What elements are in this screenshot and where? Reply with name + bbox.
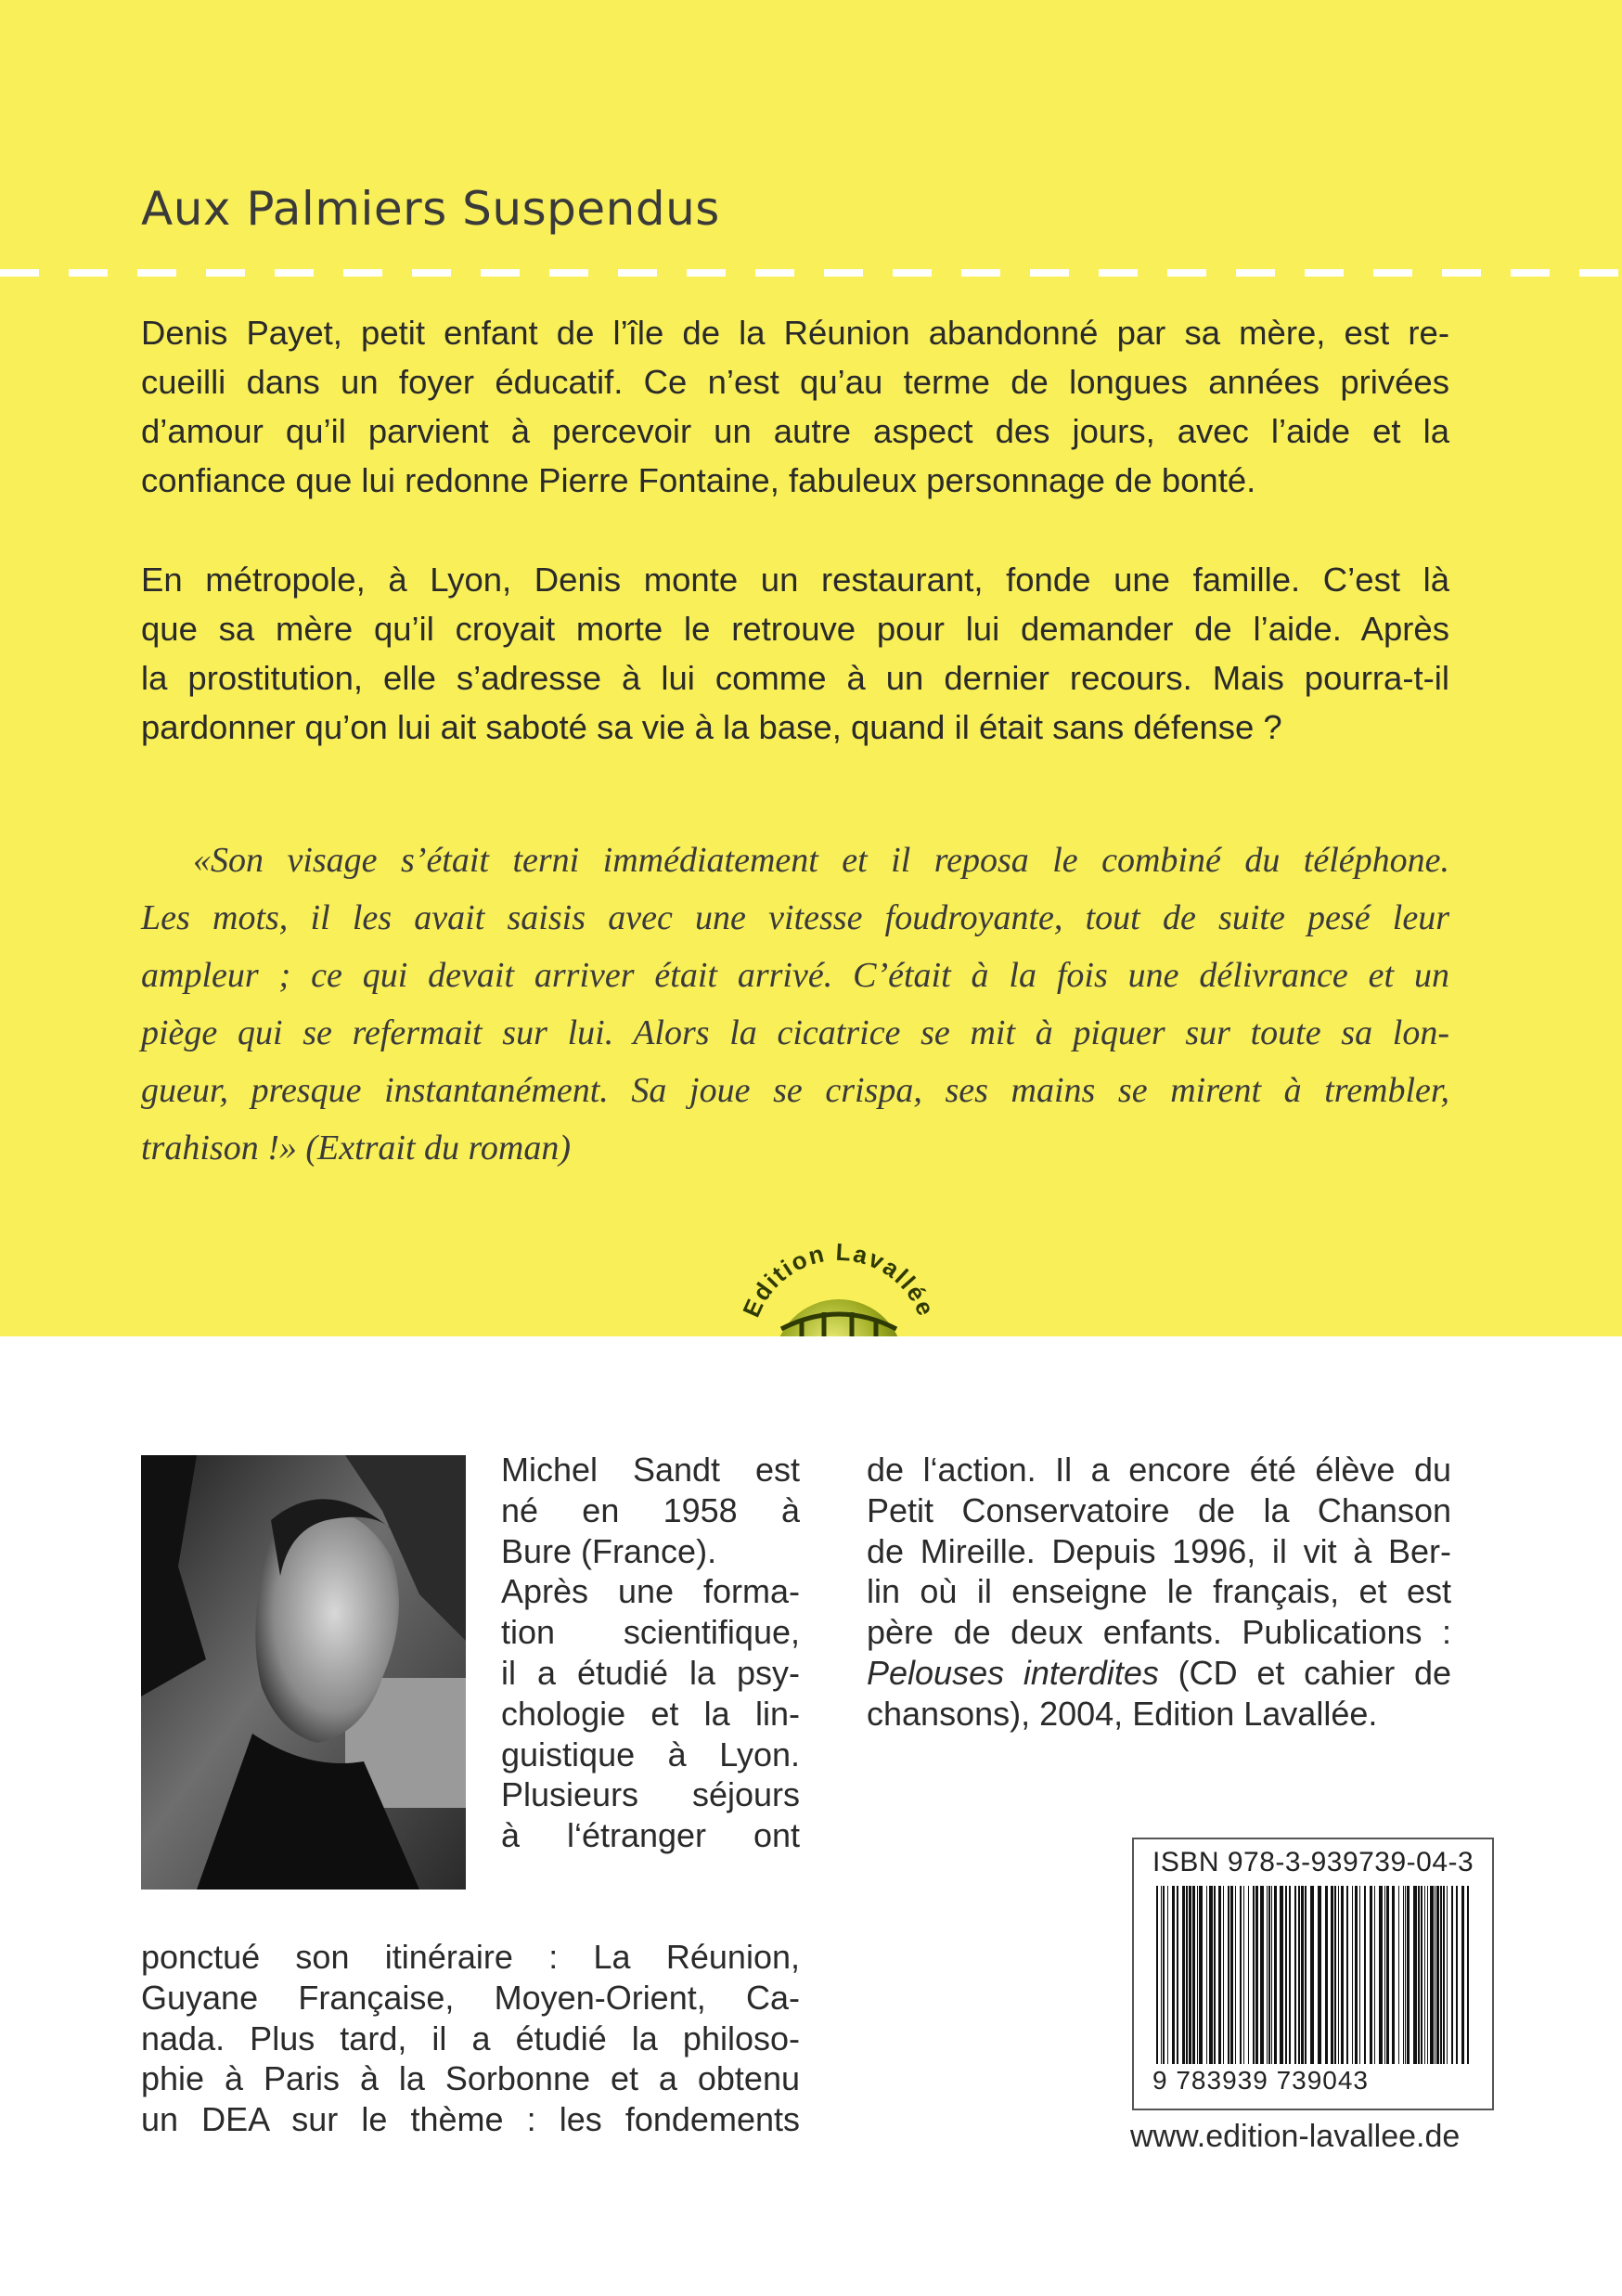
blurb-line: que sa mère qu’il croyait morte le retrouve pour lui demander de l’aide. Après: [141, 610, 1449, 648]
barcode-bar: [1440, 1886, 1442, 2064]
barcode-bar: [1253, 1886, 1255, 2064]
blurb-line: d’amour qu’il parvient à percevoir un autre aspect des jours, avec l’aide et la: [141, 412, 1449, 450]
barcode: [1152, 1886, 1474, 2064]
isbn-label: ISBN 978-3-939739-04-3: [1152, 1847, 1474, 1877]
dashed-divider: [0, 269, 1622, 277]
barcode-bar: [1364, 1886, 1366, 2064]
barcode-bar: [1430, 1886, 1434, 2064]
barcode-bar: [1386, 1886, 1389, 2064]
bio-line: Michel Sandt est: [501, 1451, 800, 1489]
barcode-bar: [1214, 1886, 1216, 2064]
barcode-bar: [1189, 1886, 1191, 2064]
blurb-line: Denis Payet, petit enfant de l’île de la Réunion abandonné par sa mère, est re-: [141, 314, 1449, 352]
barcode-bar: [1182, 1886, 1185, 2064]
barcode-bar: [1427, 1886, 1428, 2064]
barcode-bar: [1447, 1886, 1448, 2064]
barcode-bar: [1223, 1886, 1224, 2064]
barcode-bar: [1163, 1886, 1165, 2064]
barcode-bar: [1285, 1886, 1287, 2064]
barcode-bar: [1172, 1886, 1175, 2064]
barcode-bar: [1418, 1886, 1420, 2064]
bio-line: nada. Plus tard, il a étudié la philoso-: [141, 2019, 800, 2057]
barcode-bar: [1325, 1886, 1328, 2064]
barcode-bar: [1461, 1886, 1464, 2064]
book-title: Aux Palmiers Suspendus: [141, 182, 720, 236]
barcode-bar: [1334, 1886, 1336, 2064]
barcode-bar: [1186, 1886, 1188, 2064]
quote-line: gueur, presque instantanément. Sa joue se crispa, ses mains se mirent à trembler,: [141, 1071, 1449, 1110]
barcode-bar: [1305, 1886, 1307, 2064]
bio-line: Plusieurs séjours: [501, 1775, 800, 1814]
barcode-bar: [1156, 1886, 1158, 2064]
isbn-digits: 9 783939 739043: [1152, 2066, 1369, 2095]
barcode-bar: [1280, 1886, 1283, 2064]
barcode-bar: [1384, 1886, 1385, 2064]
barcode-bar: [1235, 1886, 1236, 2064]
barcode-bar: [1177, 1886, 1178, 2064]
barcode-bar: [1199, 1886, 1203, 2064]
bio-line: à l‘étranger ont: [501, 1816, 800, 1855]
bio-line: guistique à Lyon.: [501, 1735, 800, 1774]
quote-line: trahison !» (Extrait du roman): [141, 1129, 572, 1167]
publication-line: [867, 1653, 1451, 1694]
barcode-bar: [1298, 1886, 1300, 2064]
barcode-bar: [1405, 1886, 1406, 2064]
barcode-bar: [1392, 1886, 1395, 2064]
bio-line: chologie et la lin-: [501, 1694, 800, 1733]
bio-line: lin où il enseigne le français, et est: [867, 1572, 1451, 1611]
barcode-bar: [1374, 1886, 1375, 2064]
publisher-logo: [716, 1206, 958, 1336]
barcode-bar: [1243, 1886, 1244, 2064]
blurb-paragraph-2: [141, 555, 1449, 752]
quote-line: Les mots, il les avait saisis avec une vitesse foudroyante, tout de suite pesé leur: [141, 898, 1449, 937]
logo-text: Edition Lavallée: [737, 1237, 941, 1322]
barcode-bar: [1268, 1886, 1270, 2064]
quote-line: ampleur ; ce qui devait arriver était arrivé. C’était à la fois une délivrance et un: [141, 956, 1449, 995]
barcode-bar: [1443, 1886, 1445, 2064]
barcode-bar: [1161, 1886, 1162, 2064]
bio-line: ponctué son itinéraire : La Réunion,: [141, 1938, 800, 1976]
bio-line: Guyane Française, Moyen-Orient, Ca-: [141, 1978, 800, 2017]
author-bio-column-right: [867, 1450, 1451, 1735]
barcode-bar: [1318, 1886, 1321, 2064]
bio-line: tion scientifique,: [501, 1613, 800, 1652]
barcode-bar: [1260, 1886, 1264, 2064]
bio-line: père de deux enfants. Publications :: [867, 1613, 1451, 1652]
blurb-line: confiance que lui redonne Pierre Fontaine, fabuleux personnage de bonté.: [141, 461, 1256, 499]
barcode-bar: [1341, 1886, 1344, 2064]
barcode-bar: [1206, 1886, 1207, 2064]
barcode-bar: [1301, 1886, 1304, 2064]
blurb-line: la prostitution, elle s’adresse à lui comme à un dernier recours. Mais pourra-t-il: [141, 659, 1449, 697]
bio-line: Bure (France).: [501, 1531, 717, 1570]
publisher-website: www.edition-lavallee.de: [1130, 2119, 1461, 2154]
barcode-bar: [1338, 1886, 1339, 2064]
blurb-line: pardonner qu’on lui ait saboté sa vie à la base, quand il était sans défense ?: [141, 708, 1282, 746]
barcode-bar: [1403, 1886, 1404, 2064]
author-bio-column-wide: [141, 1937, 800, 2140]
quote-line: piège qui se refermait sur lui. Alors la cicatrice se mit à piquer sur toute sa lon-: [141, 1013, 1449, 1052]
publication-title: Pelouses interdites: [867, 1653, 1159, 1692]
barcode-bar: [1379, 1886, 1383, 2064]
blurb-line: cueilli dans un foyer éducatif. Ce n’est qu’au terme de longues années privées: [141, 363, 1449, 401]
barcode-bar: [1289, 1886, 1291, 2064]
barcode-bar: [1228, 1886, 1229, 2064]
barcode-bar: [1271, 1886, 1272, 2064]
bio-line: de l‘action. Il a encore été élève du: [867, 1451, 1451, 1489]
novel-excerpt-quote: [141, 832, 1449, 1177]
bio-line: un DEA sur le thème : les fondements: [141, 2100, 800, 2139]
barcode-bar: [1294, 1886, 1296, 2064]
barcode-bar: [1359, 1886, 1360, 2064]
barcode-bar: [1248, 1886, 1249, 2064]
barcode-bar: [1451, 1886, 1453, 2064]
barcode-bar: [1407, 1886, 1410, 2064]
barcode-bar: [1267, 1886, 1268, 2064]
blurb-line: En métropole, à Lyon, Denis monte un restaurant, fonde une famille. C’est là: [141, 561, 1449, 599]
bio-line: de Mireille. Depuis 1996, il vit à Ber-: [867, 1531, 1451, 1570]
bio-line: Après une forma-: [501, 1572, 800, 1611]
publication-detail: (CD et cahier de: [1158, 1653, 1452, 1692]
barcode-bar: [1218, 1886, 1221, 2064]
barcode-bar: [1230, 1886, 1233, 2064]
barcode-bar: [1370, 1886, 1372, 2064]
barcode-bar: [1255, 1886, 1258, 2064]
barcode-bar: [1436, 1886, 1439, 2064]
blurb-paragraph-1: [141, 308, 1449, 505]
quote-line: «Son visage s’était terni immédiatement et il reposa le combiné du téléphone.: [193, 841, 1449, 880]
barcode-bar: [1352, 1886, 1353, 2064]
barcode-bar: [1355, 1886, 1358, 2064]
barcode-bar: [1274, 1886, 1277, 2064]
bio-line: phie à Paris à la Sorbonne et a obtenu: [141, 2059, 800, 2098]
bio-line: Petit Conservatoire de la Chanson: [867, 1490, 1451, 1529]
barcode-bar: [1424, 1886, 1425, 2064]
barcode-bar: [1467, 1886, 1469, 2064]
author-photo: [141, 1455, 466, 1890]
barcode-bar: [1240, 1886, 1242, 2064]
barcode-bar: [1192, 1886, 1195, 2064]
barcode-bar: [1421, 1886, 1422, 2064]
barcode-bar: [1209, 1886, 1213, 2064]
bio-line: chansons), 2004, Edition Lavallée.: [867, 1694, 1378, 1733]
barcode-bar: [1413, 1886, 1417, 2064]
barcode-bar: [1167, 1886, 1168, 2064]
barcode-bar: [1346, 1886, 1348, 2064]
barcode-bar: [1331, 1886, 1333, 2064]
bio-line: né en 1958 à: [501, 1490, 800, 1529]
author-bio-column-narrow: [501, 1450, 800, 1856]
barcode-bar: [1310, 1886, 1314, 2064]
bio-line: il a étudié la psy-: [501, 1653, 800, 1692]
isbn-barcode-box: [1132, 1838, 1494, 2110]
barcode-bar: [1398, 1886, 1399, 2064]
barcode-bar: [1456, 1886, 1458, 2064]
barcode-bar: [1197, 1886, 1198, 2064]
